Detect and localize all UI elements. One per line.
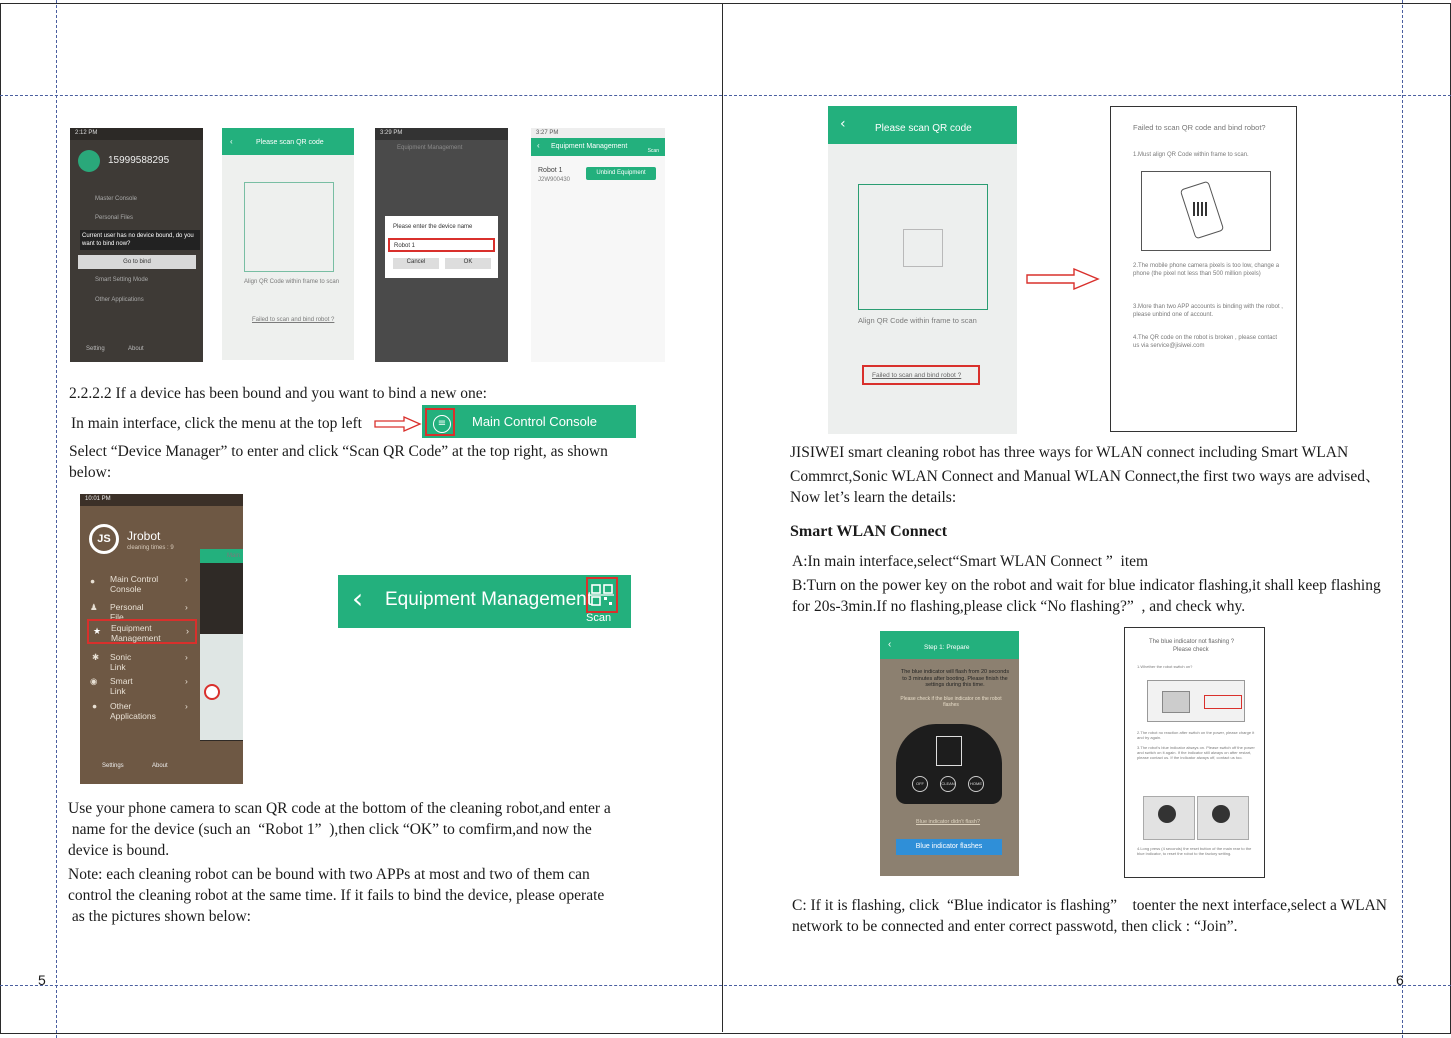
screenshot-scan-qr [222,128,354,360]
chevron-right-icon: › [185,652,188,662]
power-switch-illustration [1147,680,1245,722]
robot-top-icon [936,736,962,766]
arrow-right-icon [374,416,422,432]
screenshot-failed-tips [1110,106,1297,432]
chevron-right-icon: › [185,602,188,612]
label-highlight [1204,695,1242,709]
footer-about[interactable]: About [152,763,168,769]
robot-wheel-icon [1212,805,1230,823]
screen-header [880,631,1019,659]
menu-item: Other Applications [95,297,144,303]
check-item: 3.The robot's blue indicator always on. Please switch off the power and switch on it again. If the indicator still always on after restart, please contact us. If the indicator always off, contact us too. [1137,745,1255,760]
btn-off: OFF [912,776,928,792]
screen-header [222,128,354,155]
header-title: Please scan QR code [256,139,324,146]
paragraph-line: name for the device (such an “Robot 1” ),then click “OK” to comfirm,and now the [68,821,592,838]
equipment-management-banner [338,575,631,628]
menu-label: Equipment Management [111,623,161,643]
cleaning-times: cleaning times : 9 [127,545,174,551]
ok-button[interactable]: OK [445,258,491,269]
user-icon: ♟ [90,602,98,612]
input-value: Robot 1 [394,243,416,249]
cancel-button[interactable]: Cancel [393,258,439,269]
header-title: Equipment Management [551,143,628,150]
back-icon[interactable]: ‹ [230,137,233,146]
failed-link[interactable]: Failed to scan and bind robot ? [252,317,335,323]
check-item: 2.The robot no reaction after switch on the power, please charge it and try again. [1137,730,1255,740]
device-name-input[interactable] [388,238,495,252]
check-item: 1.Whether the robot switch on? [1137,664,1193,669]
crop-line-right [1402,0,1403,1038]
gauge-icon: ● [90,576,96,586]
menu-item-equipment-management[interactable] [87,619,197,644]
robot-photo-left [1143,796,1195,840]
page-divider [722,3,723,1032]
dialog-title: Please enter the device name [393,224,473,230]
back-icon[interactable]: ‹ [888,639,892,650]
banner-title: Equipment Management [385,589,593,610]
menu-item: Master Console [95,196,138,202]
menu-item: Smart Setting Mode [95,277,149,283]
screenshot-prepare [880,631,1019,876]
status-bar: 3:27 PM [531,128,665,140]
menu-item: Personal Files [95,215,134,221]
screen-header [828,106,1017,144]
step-b-line: B:Turn on the power key on the robot and wait for blue indicator flashing,it shall keep flashing [792,577,1381,594]
robot-photo-right [1197,796,1249,840]
paragraph-line: control the cleaning robot at the same time. If it fails to bind the device, please operate [68,887,605,904]
scan-button[interactable]: Scan [647,148,659,154]
tip-item: 1.Must align QR Code within frame to scan. [1133,152,1249,158]
qr-code-icon [590,583,614,607]
menu-label: Sonic Link [110,652,132,672]
header-title: Equipment Management [397,145,463,151]
failed-link: Failed to scan and bind robot ? [872,372,962,379]
app-logo: JS [89,524,119,554]
btn-clean: CLEAN [940,776,956,792]
avatar [78,150,100,172]
switch-icon [1162,691,1190,713]
chevron-right-icon: › [185,701,188,711]
step-c-line: C: If it is flashing, click “Blue indicator is flashing” toenter the next interface,select a WLAN [792,897,1387,914]
footer-setting: Setting [86,346,105,352]
paragraph-line: as the pictures shown below: [68,908,251,925]
robot-panel-illustration [896,724,1002,804]
header-title: Step 1: Prepare [924,644,970,651]
robot-id: J2W900430 [538,177,571,183]
step-c-line: network to be connected and enter correct passwotd, then click : “Join”. [792,918,1238,935]
tip-item: 4.The QR code on the robot is broken , please contact us via service@jisiwei.com [1133,335,1278,349]
intro-line: Now let’s learn the details: [790,489,957,506]
intro-line: JISIWEI smart cleaning robot has three ways for WLAN connect including Smart WLAN [790,444,1349,461]
check-title: The blue indicator not flashing ? [1149,639,1235,645]
scan-frame [244,182,334,272]
name-dialog [385,216,498,278]
menu-button[interactable] [425,408,455,436]
dialog-text: Current user has no device bound, do you want to bind now? [80,230,200,250]
back-icon[interactable]: ‹ [840,116,846,132]
tip-item: 3.More than two APP accounts is binding with the robot , please unbind one of account. [1133,304,1283,318]
menu-label: Smart Link [110,676,133,696]
menu-label: Personal File [110,602,144,622]
screenshot-equipment-management [531,128,665,362]
no-flash-link[interactable]: Blue indicator didn't flash? [916,819,981,825]
main-console-banner [422,405,636,438]
scan-label: Scan [586,612,612,624]
arrow-right-icon [1026,268,1100,290]
main-tab[interactable]: Main [200,549,243,563]
footer-settings[interactable]: Settings [102,763,124,769]
chevron-right-icon: › [185,574,188,584]
intro-line: Commrct,Sonic WLAN Connect and Manual WLAN Connect,the first two ways are advised、 [790,468,1381,485]
header-title: Please scan QR code [875,123,972,134]
instruction-line: below: [69,464,112,481]
robot-icon [204,684,220,700]
footer-about: About [128,346,144,352]
apps-icon: ● [92,701,98,711]
crop-line-top [0,95,1451,96]
chevron-right-icon: › [185,676,188,686]
blue-indicator-flashes-button[interactable]: Blue indicator flashes [896,839,1002,855]
screenshot-bind-prompt [70,128,203,362]
page-number-left: 5 [38,972,46,988]
star-icon: ★ [93,626,102,636]
paragraph-line: Use your phone camera to scan QR code at the bottom of the cleaning robot,and enter a [68,800,611,817]
screen-header [531,138,665,156]
scan-qr-button[interactable] [586,577,618,613]
qr-code-icon [1193,202,1207,216]
screenshot-check-indicator [1124,627,1265,878]
chevron-right-icon: › [186,626,189,636]
wifi-icon: ◉ [90,676,98,686]
menu-label: Other Applications [110,701,156,721]
menu-label: Main Control Console [110,574,159,594]
menu-icon: ≡ [433,415,451,433]
status-bar: 3:29 PM [375,128,508,140]
app-name: Jrobot [127,529,161,543]
instruction-line: Select “Device Manager” to enter and click “Scan QR Code” at the top right, as shown [69,443,608,460]
robot-name: Robot 1 [538,167,563,174]
back-icon[interactable]: ‹ [352,582,364,615]
scan-hint: Align QR Code within frame to scan [244,279,340,285]
check-subtitle: Please check [1173,647,1209,653]
go-to-bind-button[interactable]: Go to bind [78,255,196,269]
section-title: Smart WLAN Connect [790,523,948,540]
failed-link-box[interactable] [862,365,980,385]
back-icon[interactable]: ‹ [537,141,540,150]
scan-hint: Align QR Code within frame to scan [858,316,977,325]
tip-item: 2.The mobile phone camera pixels is too low, change a phone (the pixel not less than 500 million pixels) [1133,263,1280,277]
check-item: 4.Long press (4 seconds) the reset button of the main rear to the blue indicator, to reset the robot to the factory setting. [1137,846,1252,856]
crop-line-bottom [0,985,1451,986]
failed-title: Failed to scan QR code and bind robot? [1133,123,1266,132]
screenshot-main-menu [80,494,243,784]
unbind-button[interactable]: Unbind Equipment [586,167,656,180]
sonic-icon: ✱ [92,652,100,662]
step-a: A:In main interface,select“Smart WLAN Connect ” item [792,553,1149,570]
room-image [903,229,943,267]
paragraph-line: Note: each cleaning robot can be bound with two APPs at most and two of them can [68,866,590,883]
screenshot-scan-qr-large [828,106,1017,434]
step-b-line: for 20s-3min.If no flashing,please click “No flashing?” , and check why. [792,598,1246,615]
prepare-subtext: Please check if the blue indicator on the robot flashes [900,696,1002,708]
phone-number: 15999588295 [108,155,170,166]
status-bar: 2:12 PM [70,128,203,140]
phone-scan-illustration [1141,171,1271,251]
prepare-text: The blue indicator will flash from 20 seconds to 3 minutes after booting. Please finish the settings during this time. [900,669,1010,688]
banner-title: Main Control Console [472,414,598,429]
section-heading: 2.2.2.2 If a device has been bound and you want to bind a new one: [69,385,487,402]
page-number-right: 6 [1396,972,1404,988]
btn-home: HOME [968,776,984,792]
robot-wheel-icon [1158,805,1176,823]
crop-line-left [56,0,57,1038]
instruction-line: In main interface, click the menu at the top left [71,415,362,432]
paragraph-line: device is bound. [68,842,170,859]
status-bar: 10:01 PM [80,494,243,506]
screenshot-device-name [375,128,508,362]
